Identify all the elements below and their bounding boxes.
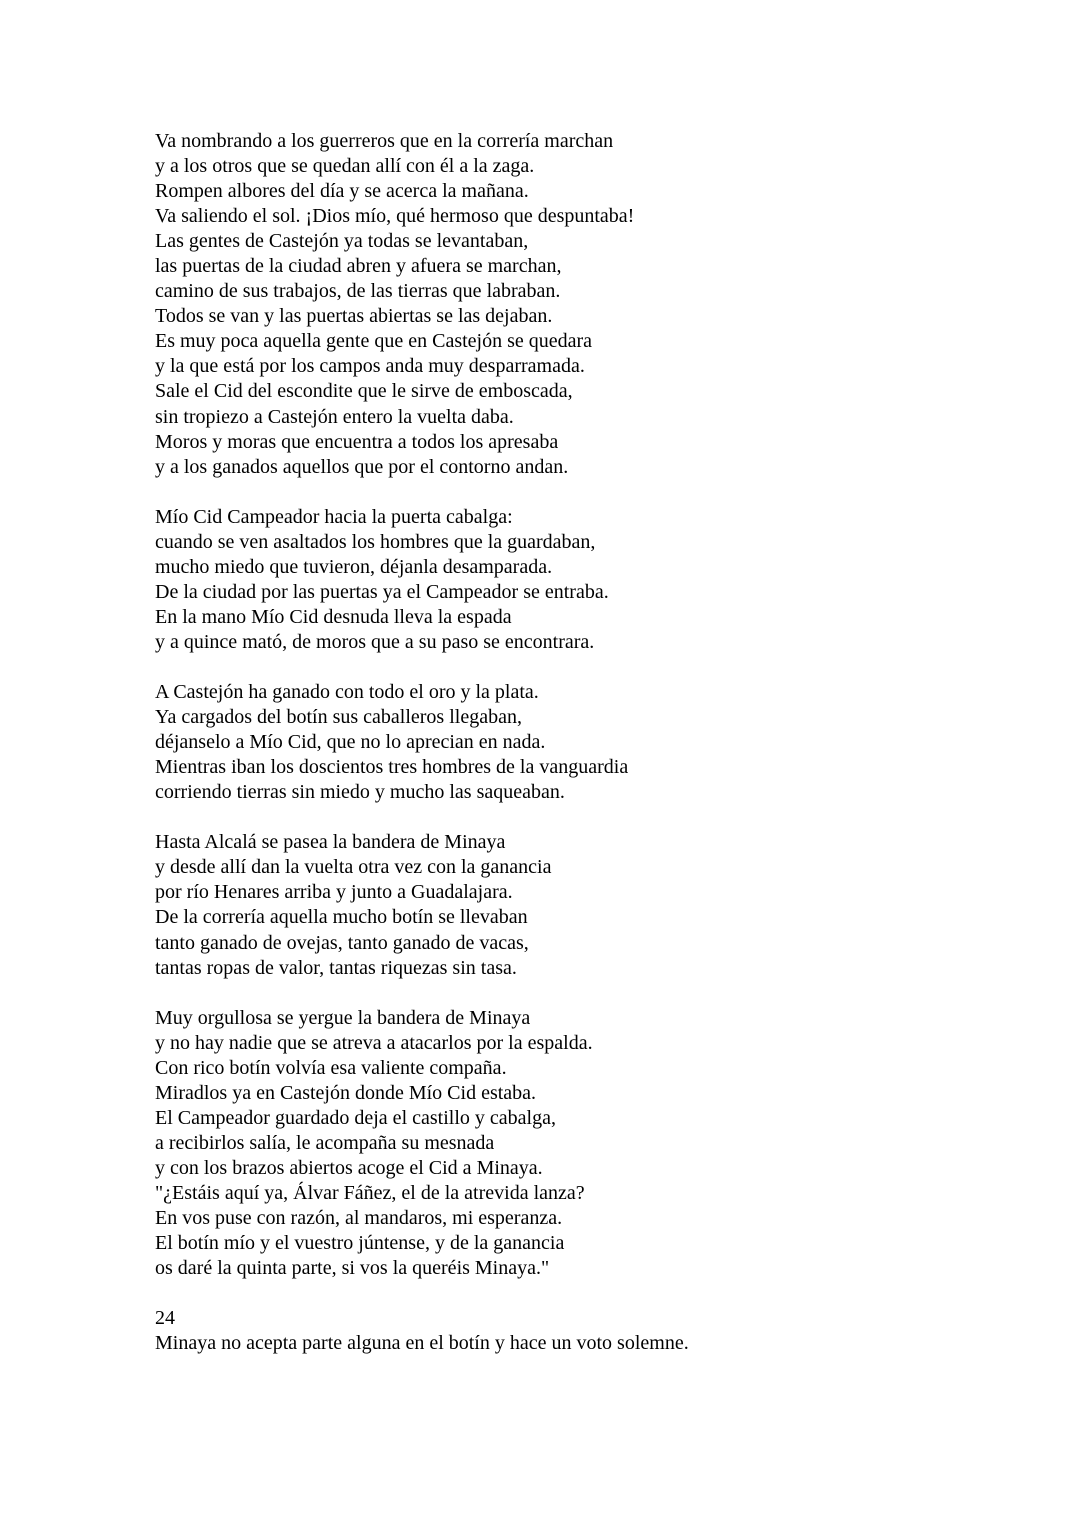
verse-line: Las gentes de Castejón ya todas se levantaban,	[155, 230, 529, 253]
section-summary: Minaya no acepta parte alguna en el botín y hace un voto solemne.	[155, 1332, 689, 1355]
verse-line: mucho miedo que tuvieron, déjanla desamparada.	[155, 555, 553, 578]
verse-line: déjanselo a Mío Cid, que no lo aprecian en nada.	[155, 731, 546, 754]
verse-line: Todos se van y las puertas abiertas se las dejaban.	[155, 305, 553, 328]
verse-line: El Campeador guardado deja el castillo y cabalga,	[155, 1106, 556, 1129]
verse-line: y la que está por los campos anda muy desparramada.	[155, 355, 585, 378]
verse-line: En la mano Mío Cid desnuda lleva la espada	[155, 605, 512, 628]
verse-line: a recibirlos salía, le acompaña su mesnada	[155, 1131, 495, 1154]
stanza	[155, 830, 689, 980]
verse-line: y desde allí dan la vuelta otra vez con la ganancia	[155, 856, 552, 879]
verse-line: "¿Estáis aquí ya, Álvar Fáñez, el de la atrevida lanza?	[155, 1181, 585, 1204]
verse-line: sin tropiezo a Castejón entero la vuelta daba.	[155, 405, 514, 428]
verse-line: Es muy poca aquella gente que en Castejón se quedara	[155, 330, 593, 353]
verse-line: por río Henares arriba y junto a Guadalajara.	[155, 881, 513, 904]
verse-line: De la ciudad por las puertas ya el Campeador se entraba.	[155, 580, 609, 603]
verse-line: Muy orgullosa se yergue la bandera de Minaya	[155, 1006, 531, 1029]
poem-body	[155, 129, 689, 1281]
verse-line: y a los ganados aquellos que por el contorno andan.	[155, 455, 569, 478]
verse-line: A Castejón ha ganado con todo el oro y la plata.	[155, 681, 539, 704]
verse-line: Miradlos ya en Castejón donde Mío Cid estaba.	[155, 1081, 537, 1104]
verse-line: y a quince mató, de moros que a su paso se encontrara.	[155, 630, 595, 653]
verse-line: Con rico botín volvía esa valiente compaña.	[155, 1056, 507, 1079]
verse-line: corriendo tierras sin miedo y mucho las saqueaban.	[155, 781, 565, 804]
verse-line: Moros y moras que encuentra a todos los apresaba	[155, 430, 559, 453]
verse-line: tanto ganado de ovejas, tanto ganado de vacas,	[155, 931, 529, 954]
verse-line: Ya cargados del botín sus caballeros llegaban,	[155, 706, 522, 729]
verse-line: Rompen albores del día y se acerca la mañana.	[155, 180, 529, 203]
verse-line: tantas ropas de valor, tantas riquezas sin tasa.	[155, 956, 517, 979]
verse-line: cuando se ven asaltados los hombres que la guardaban,	[155, 530, 596, 553]
verse-line: las puertas de la ciudad abren y afuera se marchan,	[155, 255, 562, 278]
verse-line: Va nombrando a los guerreros que en la correría marchan	[155, 130, 614, 152]
verse-line: camino de sus trabajos, de las tierras que labraban.	[155, 280, 561, 303]
verse-line: Sale el Cid del escondite que le sirve de emboscada,	[155, 380, 573, 403]
verse-line: os daré la quinta parte, si vos la queréis Minaya."	[155, 1257, 550, 1280]
section-heading	[155, 1306, 689, 1356]
verse-line: El botín mío y el vuestro júntense, y de la ganancia	[155, 1232, 565, 1255]
stanza	[155, 129, 689, 480]
verse-line: De la correría aquella mucho botín se llevaban	[155, 906, 528, 929]
verse-line: En vos puse con razón, al mandaros, mi esperanza.	[155, 1207, 563, 1230]
section-number: 24	[155, 1307, 175, 1330]
document-page	[155, 129, 689, 1356]
stanza	[155, 680, 689, 805]
verse-line: Hasta Alcalá se pasea la bandera de Minaya	[155, 831, 506, 854]
verse-line: Mío Cid Campeador hacia la puerta cabalga:	[155, 505, 513, 528]
verse-line: Mientras iban los doscientos tres hombres de la vanguardia	[155, 756, 629, 779]
verse-line: y no hay nadie que se atreva a atacarlos por la espalda.	[155, 1031, 593, 1054]
verse-line: y a los otros que se quedan allí con él a la zaga.	[155, 155, 535, 178]
stanza	[155, 1006, 689, 1282]
stanza	[155, 505, 689, 655]
verse-line: Va saliendo el sol. ¡Dios mío, qué hermoso que despuntaba!	[155, 205, 635, 228]
verse-line: y con los brazos abiertos acoge el Cid a Minaya.	[155, 1156, 543, 1179]
